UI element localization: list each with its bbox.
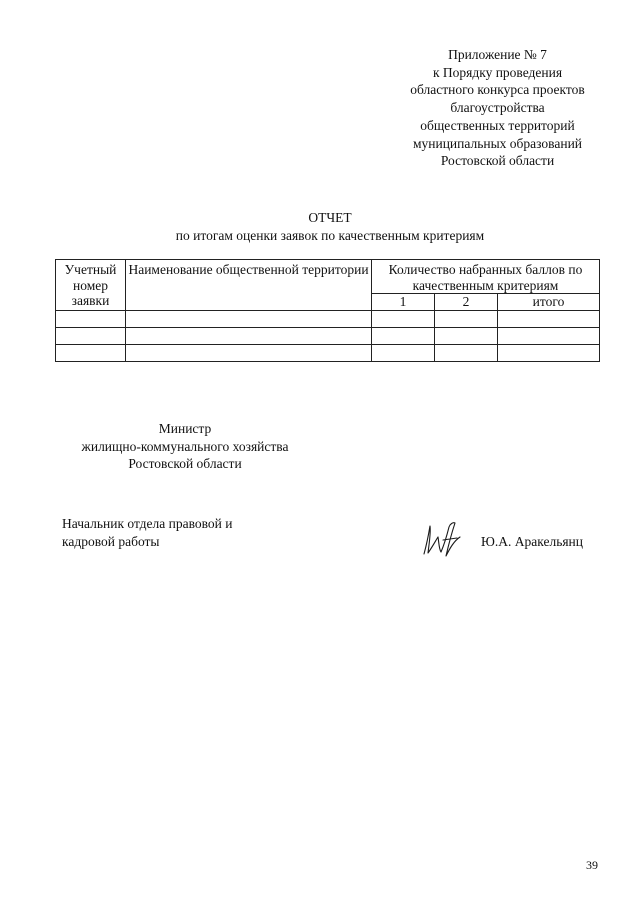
head-title-line: Начальник отдела правовой и bbox=[62, 516, 233, 531]
report-table bbox=[55, 259, 600, 362]
appendix-header bbox=[395, 46, 600, 170]
minister-title: Министр bbox=[158, 421, 212, 436]
appendix-line: общественных территорий bbox=[420, 117, 575, 133]
header-account-number bbox=[56, 260, 126, 311]
minister-region: Ростовской области bbox=[128, 456, 242, 471]
header-account-line: Учетный bbox=[64, 262, 117, 277]
appendix-line: к Порядку проведения bbox=[432, 64, 563, 80]
head-title-line: кадровой работы bbox=[62, 533, 160, 549]
table-cell bbox=[126, 310, 372, 327]
header-points: Количество набранных баллов по качественным критериям bbox=[372, 260, 600, 294]
handwritten-signature bbox=[418, 518, 468, 560]
table-cell bbox=[498, 327, 600, 344]
table-cell bbox=[435, 327, 498, 344]
appendix-line: муниципальных образований bbox=[412, 135, 583, 151]
table-row bbox=[56, 310, 600, 327]
table-cell bbox=[498, 310, 600, 327]
table-header-row bbox=[56, 260, 600, 294]
table-cell bbox=[372, 310, 435, 327]
header-account-line: заявки bbox=[71, 293, 110, 308]
table-cell bbox=[435, 344, 498, 361]
table-cell bbox=[56, 310, 126, 327]
subheader-total: итого bbox=[498, 294, 600, 311]
subheader-criterion-2: 2 bbox=[435, 294, 498, 311]
minister-ministry: жилищно-коммунального хозяйства bbox=[81, 438, 289, 454]
table-row bbox=[56, 344, 600, 361]
table-cell bbox=[56, 327, 126, 344]
minister-block bbox=[55, 420, 315, 473]
appendix-line: Ростовской области bbox=[440, 153, 555, 169]
table-cell bbox=[435, 310, 498, 327]
appendix-line: благоустройства bbox=[450, 100, 545, 116]
table-cell bbox=[372, 327, 435, 344]
appendix-line: областного конкурса проектов bbox=[410, 82, 585, 98]
header-territory-name: Наименование общественной территории bbox=[126, 260, 372, 311]
subheader-criterion-1: 1 bbox=[372, 294, 435, 311]
table-cell bbox=[56, 344, 126, 361]
table-row bbox=[56, 327, 600, 344]
page-number: 39 bbox=[586, 858, 598, 872]
table-cell bbox=[498, 344, 600, 361]
table-cell bbox=[126, 327, 372, 344]
appendix-line: Приложение № 7 bbox=[448, 47, 547, 62]
report-subtitle: по итогам оценки заявок по качественным критериям bbox=[175, 228, 485, 243]
head-of-department-block bbox=[62, 515, 233, 550]
table-cell bbox=[372, 344, 435, 361]
report-title: ОТЧЕТ bbox=[308, 210, 352, 225]
header-account-line: номер bbox=[72, 277, 108, 293]
signer-name: Ю.А. Аракельянц bbox=[481, 534, 584, 549]
table-cell bbox=[126, 344, 372, 361]
